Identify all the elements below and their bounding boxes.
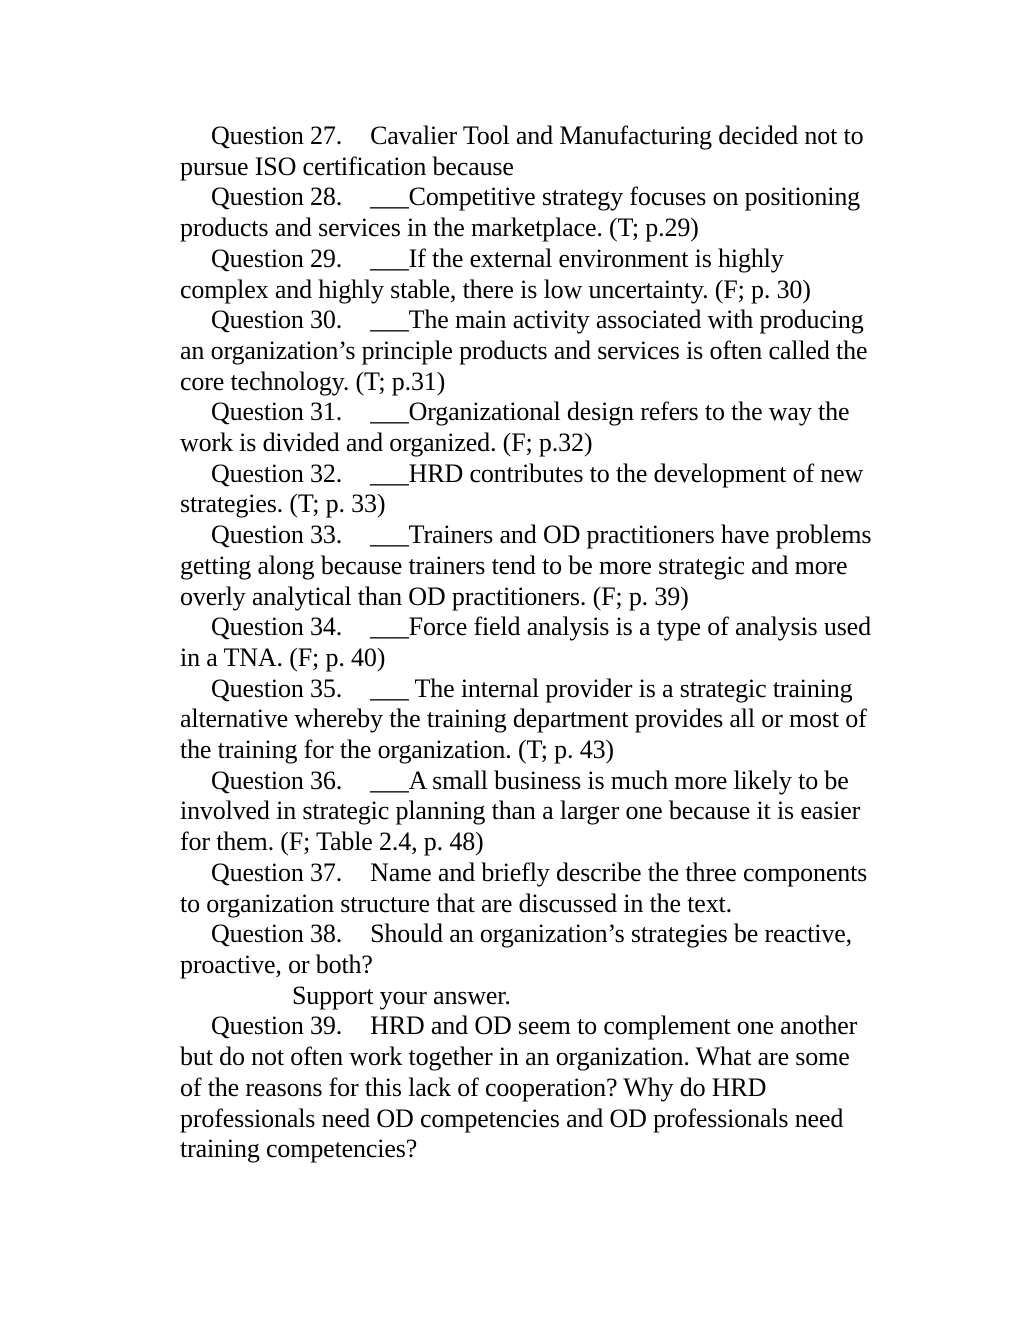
question-first-line xyxy=(180,520,908,551)
question-text-line: getting along because trainers tend to be more strategic and more xyxy=(180,550,848,580)
question-block xyxy=(180,520,908,612)
question-text-line: the training for the organization. (T; p. 43) xyxy=(180,735,614,765)
question-number: Question 30. xyxy=(211,305,343,335)
question-number: Question 36. xyxy=(211,765,343,795)
question-text: ___Trainers and OD practitioners have problems xyxy=(370,520,872,550)
question-text-line: complex and highly stable, there is low uncertainty. (F; p. 30) xyxy=(180,274,811,304)
question-text-line: in a TNA. (F; p. 40) xyxy=(180,642,386,672)
question-text: ___The main activity associated with producing xyxy=(370,305,864,335)
question-text-line: proactive, or both? xyxy=(180,949,373,979)
question-block xyxy=(180,397,908,458)
question-block xyxy=(180,305,908,397)
question-number: Question 35. xyxy=(211,673,343,703)
question-block xyxy=(180,612,908,673)
question-first-line xyxy=(180,858,908,889)
question-text: ___ The internal provider is a strategic training xyxy=(370,673,853,703)
question-text: HRD and OD seem to complement one another xyxy=(370,1011,858,1041)
question-text: ___Organizational design refers to the way the xyxy=(370,397,850,427)
question-first-line xyxy=(180,121,908,152)
question-text: ___A small business is much more likely to be xyxy=(370,765,849,795)
question-block xyxy=(180,919,908,1011)
question-text: Should an organization’s strategies be reactive, xyxy=(370,919,852,949)
question-number: Question 33. xyxy=(211,520,343,550)
question-first-line xyxy=(180,244,908,275)
question-text-line: work is divided and organized. (F; p.32) xyxy=(180,428,593,458)
question-text-line: overly analytical than OD practitioners. (F; p. 39) xyxy=(180,581,689,611)
question-first-line xyxy=(180,459,908,490)
question-block xyxy=(180,674,908,766)
question-number: Question 29. xyxy=(211,243,343,273)
document-page xyxy=(180,121,908,1165)
question-text-line: an organization’s principle products and services is often called the xyxy=(180,335,868,365)
question-first-line xyxy=(180,182,908,213)
question-text: ___Competitive strategy focuses on positioning xyxy=(370,182,861,212)
question-first-line xyxy=(180,1011,908,1042)
question-number: Question 27. xyxy=(211,121,343,150)
question-text-line: pursue ISO certification because xyxy=(180,151,514,181)
question-number: Question 28. xyxy=(211,182,343,212)
question-first-line xyxy=(180,612,908,643)
question-block xyxy=(180,1011,908,1165)
question-first-line xyxy=(180,305,908,336)
question-block xyxy=(180,121,908,182)
question-text-line: professionals need OD competencies and OD professionals need xyxy=(180,1103,844,1133)
question-number: Question 32. xyxy=(211,458,343,488)
question-text: ___Force field analysis is a type of analysis used xyxy=(370,612,871,642)
question-text: Name and briefly describe the three components xyxy=(370,857,868,887)
question-text-line: strategies. (T; p. 33) xyxy=(180,489,386,519)
question-text: ___If the external environment is highly xyxy=(370,243,784,273)
question-number: Question 34. xyxy=(211,612,343,642)
question-text-line: of the reasons for this lack of cooperation? Why do HRD xyxy=(180,1072,767,1102)
question-number: Question 37. xyxy=(211,857,343,887)
question-block xyxy=(180,244,908,305)
question-block xyxy=(180,459,908,520)
question-first-line xyxy=(180,766,908,797)
question-text: Cavalier Tool and Manufacturing decided not to xyxy=(370,121,864,150)
question-text-line: involved in strategic planning than a larger one because it is easier xyxy=(180,796,861,826)
question-text-line: core technology. (T; p.31) xyxy=(180,366,446,396)
question-text-line: products and services in the marketplace. (T; p.29) xyxy=(180,213,699,243)
question-number: Question 31. xyxy=(211,397,343,427)
question-block xyxy=(180,766,908,858)
question-text-line: training competencies? xyxy=(180,1134,418,1164)
question-block xyxy=(180,182,908,243)
question-text: ___HRD contributes to the development of new xyxy=(370,458,864,488)
question-text-line: for them. (F; Table 2.4, p. 48) xyxy=(180,827,484,857)
question-first-line xyxy=(180,397,908,428)
question-subline: Support your answer. xyxy=(292,980,511,1010)
question-block xyxy=(180,858,908,919)
question-text-line: to organization structure that are discussed in the text. xyxy=(180,888,732,918)
question-text-line: but do not often work together in an organization. What are some xyxy=(180,1042,850,1072)
question-first-line xyxy=(180,919,908,950)
question-text-line: alternative whereby the training department provides all or most of xyxy=(180,704,867,734)
question-number: Question 38. xyxy=(211,919,343,949)
question-first-line xyxy=(180,674,908,705)
question-number: Question 39. xyxy=(211,1011,343,1041)
